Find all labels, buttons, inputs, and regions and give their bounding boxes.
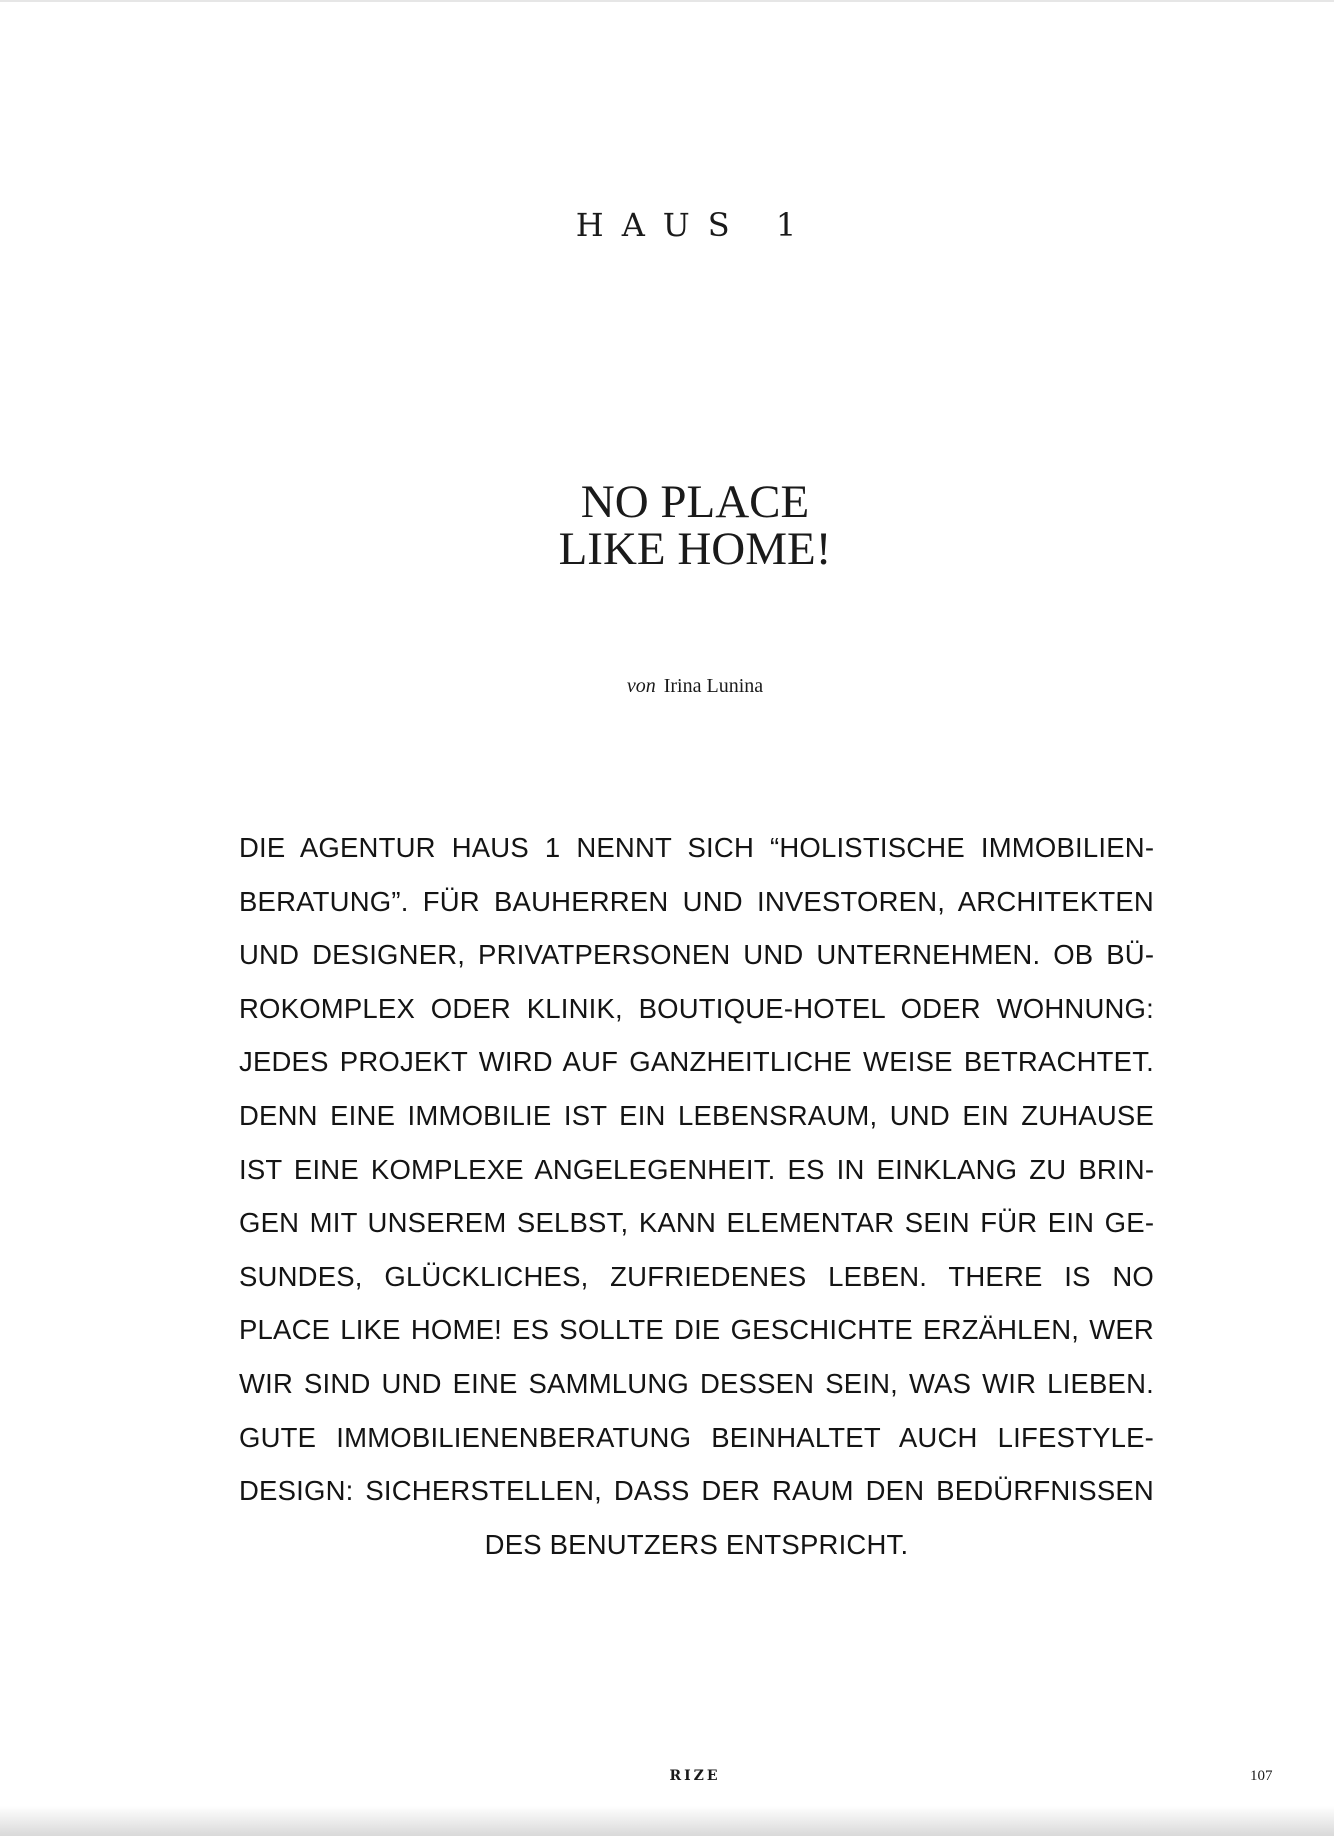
section-kicker: HAUS 1 (575, 206, 815, 244)
lede-paragraph: DIE AGENTUR HAUS 1 NENNT SICH “HOLISTISCHE IMMOBILIENBERATUNG”. FÜR BAUHERREN UND INVESTOREN, ARCHITEKTEN UND DESIGNER, PRIVATPERSONEN UND UNTERNEHMEN. OB BÜROKOMPLEX ODER KLINIK, BOUTIQUE-HOTEL ODER WOHNUNG: JEDES PROJEKT WIRD AUF GANZHEITLICHE WEISE BETRACHTET. DENN EINE IMMOBILIE IST EIN LEBENSRAUM, UND EIN ZUHAUSE IST EINE KOMPLEXE ANGELEGENHEIT. ES IN EINKLANG ZU BRINGEN MIT UNSEREM SELBST, KANN ELEMENTAR SEIN FÜR EIN GESUNDES, GLÜCKLICHES, ZUFRIEDENES LEBEN. THERE IS NO PLACE LIKE HOME! ES SOLLTE DIE GESCHICHTE ERZÄHLEN, WER WIR SIND UND EINE SAMMLUNG DESSEN SEIN, WAS WIR LIEBEN. GUTE IMMOBILIENENBERATUNG BEINHALTET AUCH LIFESTYLE-DESIGN: SICHERSTELLEN, DASS DER RAUM DEN BEDÜRFNISSEN DES BENUTZERS ENTSPRICHT. (239, 832, 1154, 1560)
page-edge (0, 0, 1334, 2)
headline (0, 476, 1334, 576)
author-name: Irina Lunina (663, 675, 764, 697)
headline-line: LIKE HOME! (558, 523, 832, 576)
byline (0, 675, 1334, 698)
headline-line: NO PLACE (580, 476, 810, 529)
magazine-brand: RIZE (669, 1768, 721, 1784)
page-number: 107 (1250, 1768, 1273, 1784)
byline-prefix: von (626, 675, 656, 697)
page-shadow (0, 1806, 1334, 1836)
